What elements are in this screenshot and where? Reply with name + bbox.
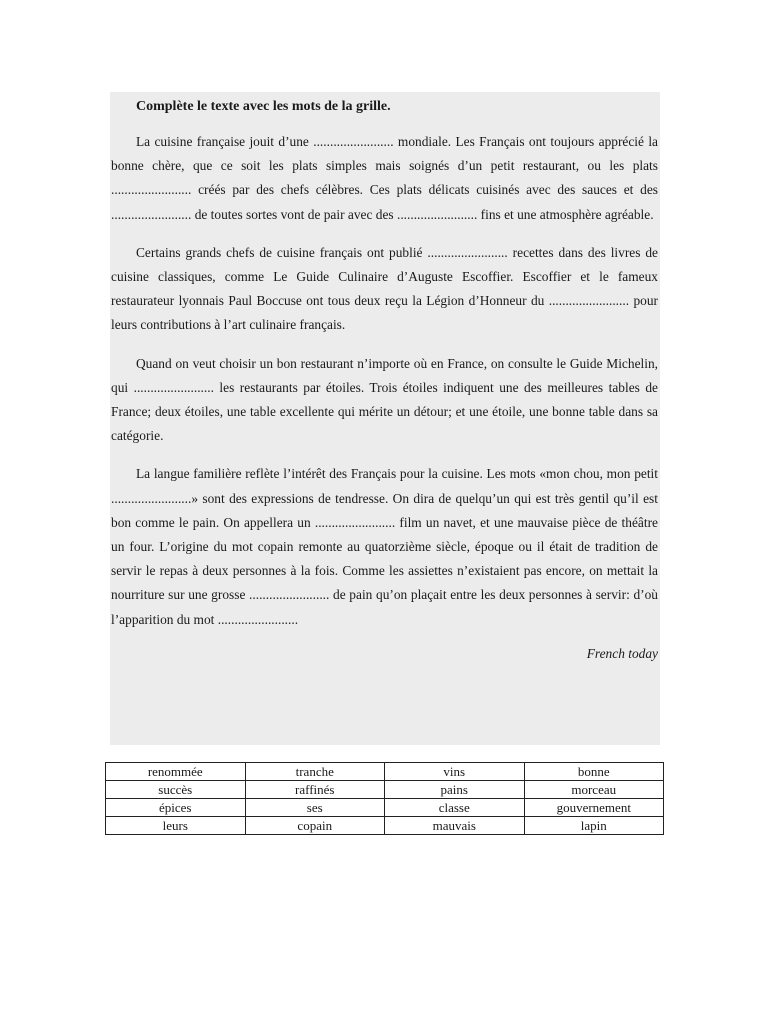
paragraph-1: La cuisine française jouit d’une ........................ mondiale. Les Français ont toujours apprécié la bonne chère, que ce soit les plats simples mais soignés d’un petit restaurant, ou les plats ........................ créés par des chefs célèbres. Ces plats délicats cuisinés avec des sauces et des ........................ de toutes sortes vont de pair avec des ........................ fins et une atmosphère agréable. bbox=[111, 134, 658, 222]
paragraph-4: La langue familière reflète l’intérêt des Français pour la cuisine. Les mots «mon chou, mon petit ........................» sont des expressions de tendresse. On dira de quelqu’un qui est très gentil qu’il est bon comme le pain. On appellera un ........................ film un navet, et une mauvaise pièce de théâtre un four. L’origine du mot copain remonte au quatorzième siècle, époque ou il était de tradition de servir le repas à deux personnes à la fois. Comme les assiettes n’existaient pas encore, on mettait la nourriture sur une grosse ........................ de pain qu’on plaçait entre les deux personnes à servir: d’où l’apparition du mot ........................ bbox=[111, 466, 658, 627]
word-cell: renommée bbox=[106, 763, 246, 781]
word-cell: morceau bbox=[524, 781, 664, 799]
paragraph-2: Certains grands chefs de cuisine français ont publié ........................ recettes dans des livres de cuisine classiques, comme Le Guide Culinaire d’Auguste Escoffier. Escoffier et le fameux restaurateur lyonnais Paul Boccuse ont tous deux reçu la Légion d’Honneur du ........................ pour leurs contributions à l’art culinaire français. bbox=[111, 244, 658, 333]
word-cell: mauvais bbox=[385, 817, 525, 835]
word-cell: épices bbox=[106, 799, 246, 817]
word-cell: tranche bbox=[245, 763, 385, 781]
source-attribution: French today bbox=[586, 645, 658, 661]
word-cell: gouvernement bbox=[524, 799, 664, 817]
exercise-text-block bbox=[110, 92, 660, 745]
table-row bbox=[106, 817, 664, 835]
paragraph-3: Quand on veut choisir un bon restaurant n’importe où en France, on consulte le Guide Michelin, qui ........................ les restaurants par étoiles. Trois étoiles indiquent une des meilleures tables de France; deux étoiles, une table excellente qui mérite un détour; et une étoile, une bonne table dans sa catégorie. bbox=[111, 355, 658, 444]
word-grid-table bbox=[105, 762, 664, 835]
table-row bbox=[106, 781, 664, 799]
word-cell: raffinés bbox=[245, 781, 385, 799]
word-cell: lapin bbox=[524, 817, 664, 835]
word-cell: vins bbox=[385, 763, 525, 781]
word-cell: leurs bbox=[106, 817, 246, 835]
word-cell: ses bbox=[245, 799, 385, 817]
table-row bbox=[106, 799, 664, 817]
word-cell: bonne bbox=[524, 763, 664, 781]
word-cell: copain bbox=[245, 817, 385, 835]
word-cell: classe bbox=[385, 799, 525, 817]
word-cell: succès bbox=[106, 781, 246, 799]
exercise-instruction: Complète le texte avec les mots de la grille. bbox=[136, 99, 391, 114]
word-cell: pains bbox=[385, 781, 525, 799]
table-row bbox=[106, 763, 664, 781]
